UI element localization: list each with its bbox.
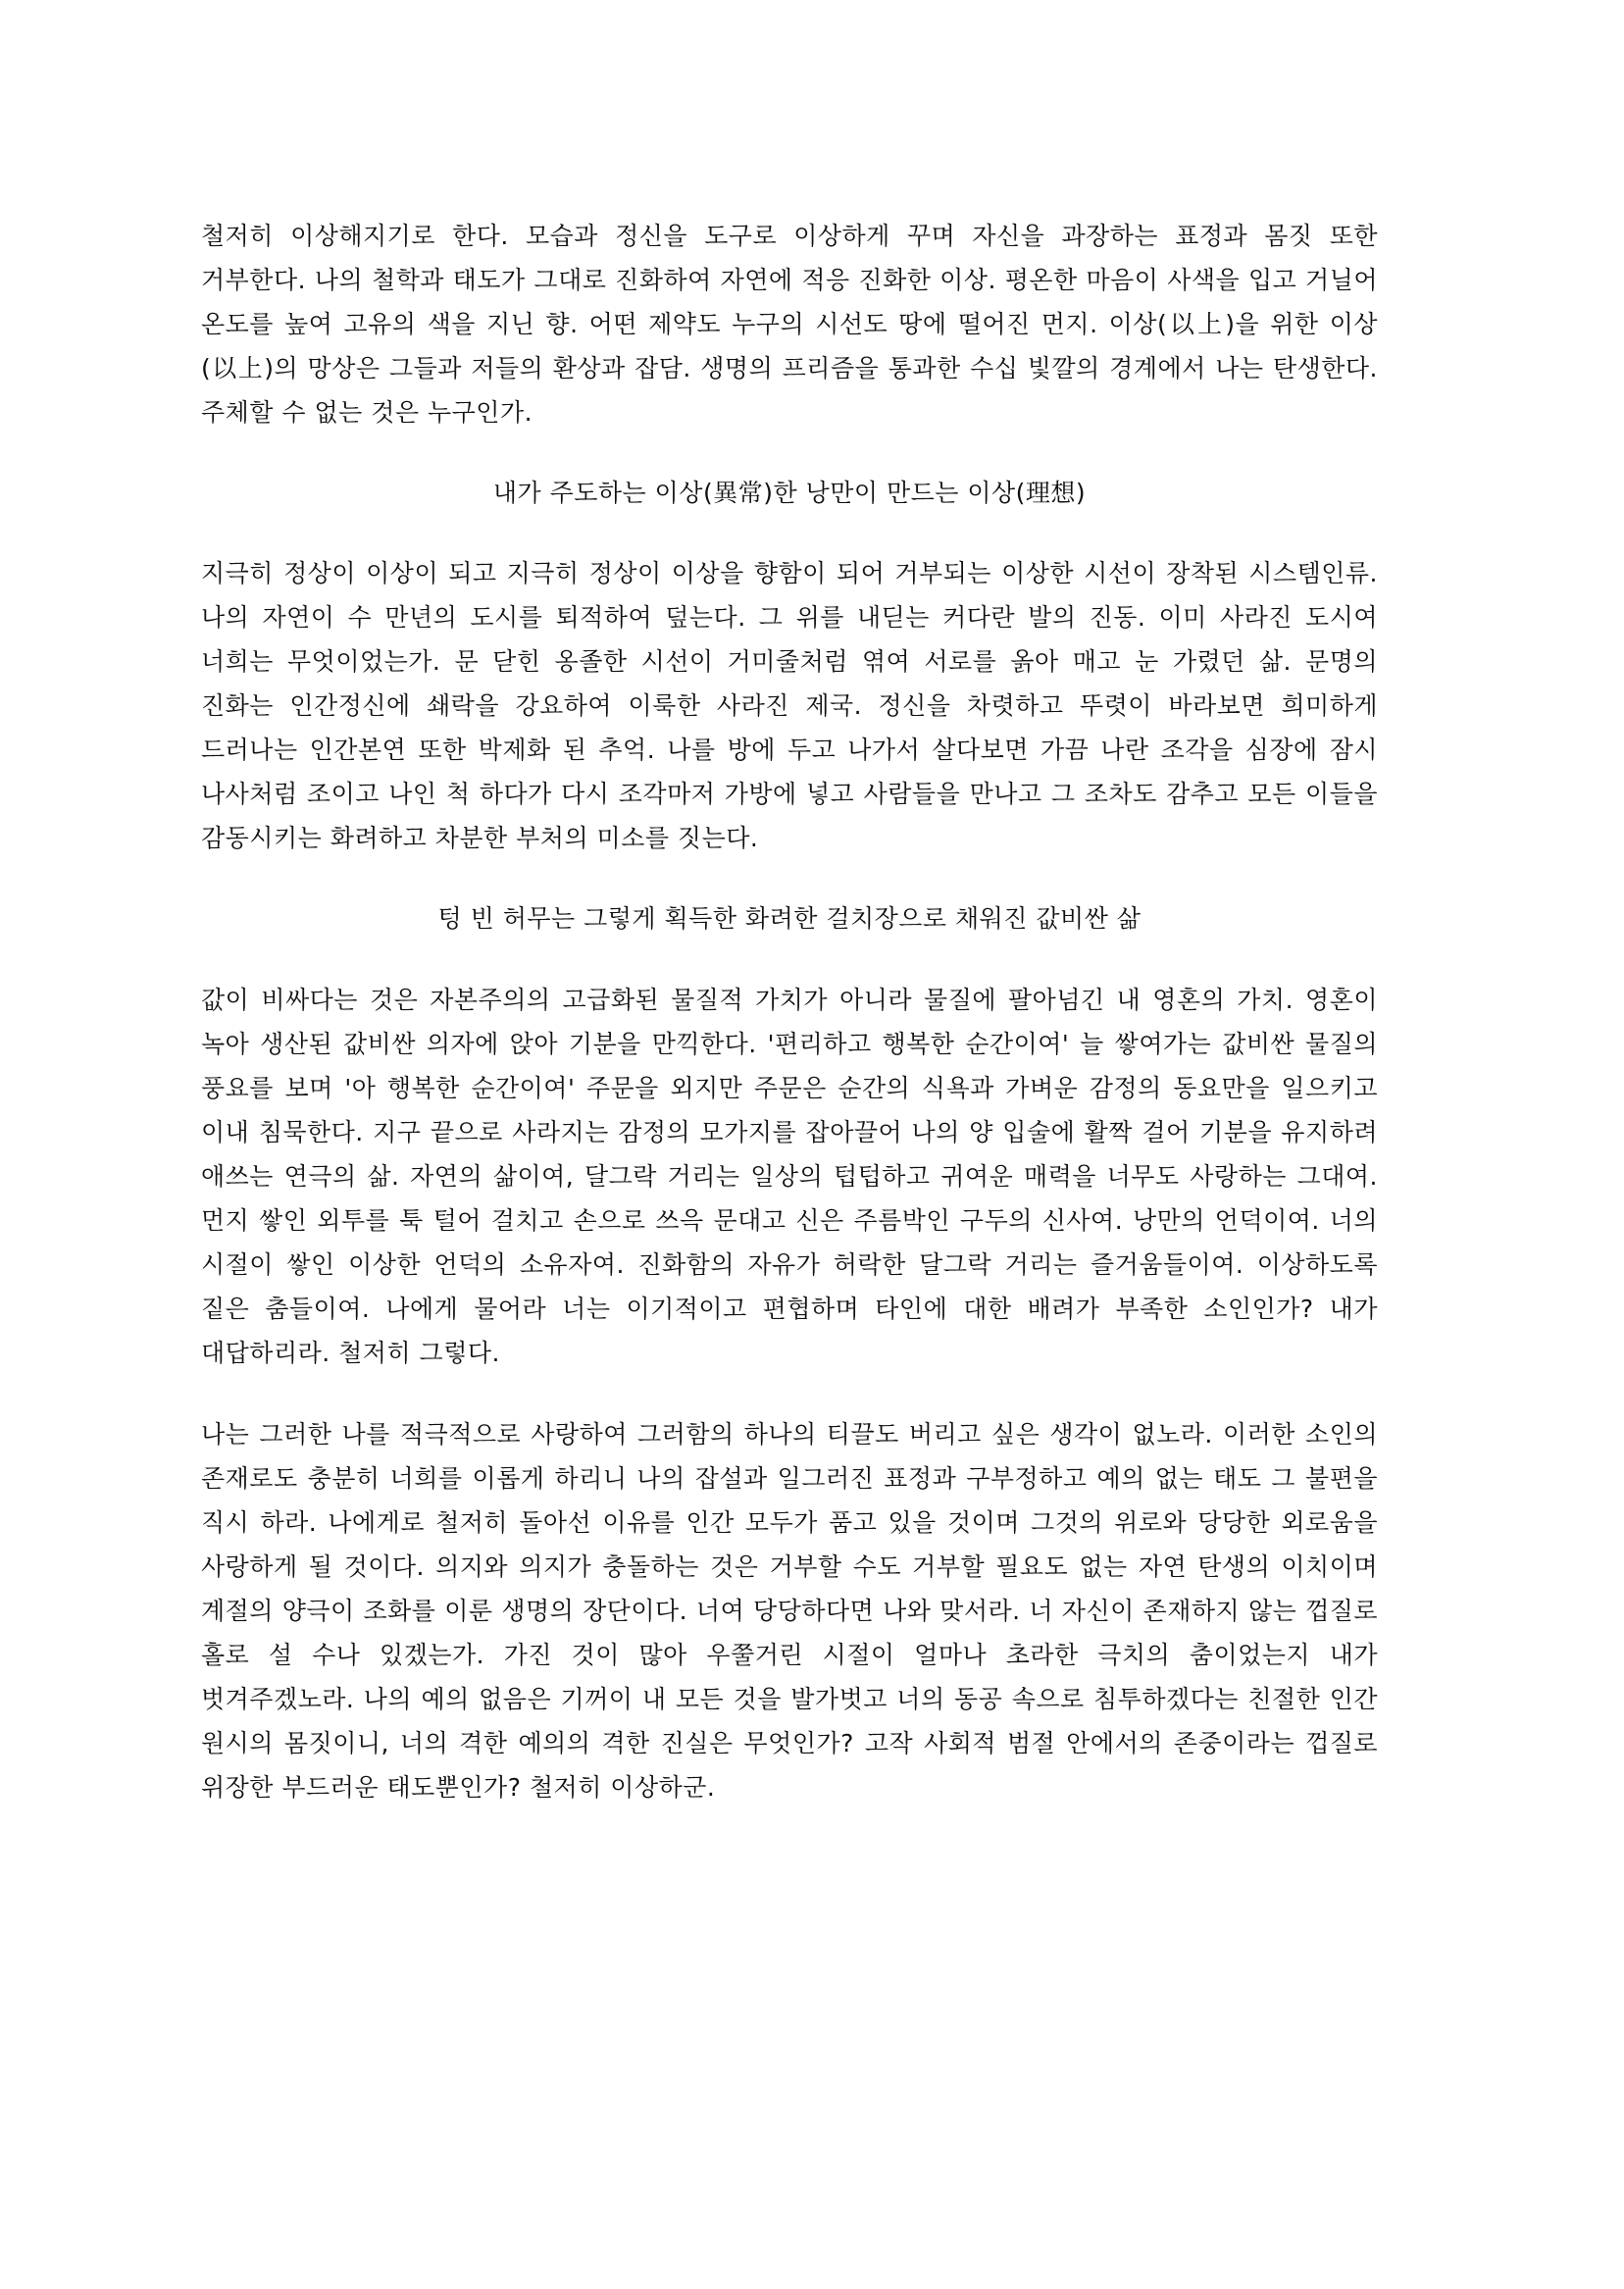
section-heading-2: 텅 빈 허무는 그렇게 획득한 화려한 걸치장으로 채워진 값비싼 삶 [437, 904, 1142, 933]
paragraph-3: 값이 비싸다는 것은 자본주의의 고급화된 물질적 가치가 아니라 물질에 팔아넘긴 내 영혼의 가치. 영혼이 녹아 생산된 값비싼 의자에 앉아 기분을 만끽한다. '편리하고 행복한 순간이여' 늘 쌓여가는 값비싼 물질의 풍요를 보며 '아 행복한 순간이여' 주문을 외지만 주문은 순간의 식욕과 가벼운 감정의 동요만을 일으키고 이내 침묵한다. 지구 끝으로 사라지는 감정의 모가지를 잡아끌어 나의 양 입술에 활짝 걸어 기분을 유지하려 애쓰는 연극의 삶. 자연의 삶이여, 달그락 거리는 일상의 텁텁하고 귀여운 매력을 너무도 사랑하는 그대여. 먼지 쌓인 외투를 툭 털어 걸치고 손으로 쓰윽 문대고 신은 주름박인 구두의 신사여. 낭만의 언덕이여. 너의 시절이 쌓인 이상한 언덕의 소유자여. 진화함의 자유가 허락한 달그락 거리는 즐거움들이여. 이상하도록 짙은 춤들이여. 나에게 물어라 너는 이기적이고 편협하며 타인에 대한 배려가 부족한 소인인가? 내가 대답하리라. 철저히 그렇다. [201, 986, 1378, 1367]
paragraph-4: 나는 그러한 나를 적극적으로 사랑하여 그러함의 하나의 티끌도 버리고 싶은 생각이 없노라. 이러한 소인의 존재로도 충분히 너희를 이롭게 하리니 나의 잡설과 일그러진 표정과 구부정하고 예의 없는 태도 그 불편을 직시 하라. 나에게로 철저히 돌아선 이유를 인간 모두가 품고 있을 것이며 그것의 위로와 당당한 외로움을 사랑하게 될 것이다. 의지와 의지가 충돌하는 것은 거부할 수도 거부할 필요도 없는 자연 탄생의 이치이며 계절의 양극이 조화를 이룬 생명의 장단이다. 너여 당당하다면 나와 맞서라. 너 자신이 존재하지 않는 껍질로 홀로 설 수나 있겠는가. 가진 것이 많아 우쭐거린 시절이 얼마나 초라한 극치의 춤이었는지 내가 벗겨주겠노라. 나의 예의 없음은 기꺼이 내 모든 것을 발가벗고 너의 동공 속으로 침투하겠다는 친절한 인간 원시의 몸짓이니, 너의 격한 예의의 격한 진실은 무엇인가? 고작 사회적 범절 안에서의 존중이라는 껍질로 위장한 부드러운 태도뿐인가? 철저히 이상하군. [201, 1420, 1378, 1802]
section-heading-1: 내가 주도하는 이상(異常)한 낭만이 만드는 이상(理想) [492, 479, 1087, 507]
document-body [201, 214, 1378, 1809]
paragraph-1: 철저히 이상해지기로 한다. 모습과 정신을 도구로 이상하게 꾸며 자신을 과장하는 표정과 몸짓 또한 거부한다. 나의 철학과 태도가 그대로 진화하여 자연에 적응 진화한 이상. 평온한 마음이 사색을 입고 거닐어 온도를 높여 고유의 색을 지닌 향. 어떤 제약도 누구의 시선도 땅에 떨어진 먼지. 이상(以上)을 위한 이상(以上)의 망상은 그들과 저들의 환상과 잡담. 생명의 프리즘을 통과한 수십 빛깔의 경계에서 나는 탄생한다. 주체할 수 없는 것은 누구인가. [201, 222, 1378, 427]
paragraph-2: 지극히 정상이 이상이 되고 지극히 정상이 이상을 향함이 되어 거부되는 이상한 시선이 장착된 시스템인류. 나의 자연이 수 만년의 도시를 퇴적하여 덮는다. 그 위를 내딛는 커다란 발의 진동. 이미 사라진 도시여 너희는 무엇이었는가. 문 닫힌 옹졸한 시선이 거미줄처럼 엮여 서로를 옭아 매고 눈 가렸던 삶. 문명의 진화는 인간정신에 쇄락을 강요하여 이룩한 사라진 제국. 정신을 차렷하고 뚜렷이 바라보면 희미하게 드러나는 인간본연 또한 박제화 된 추억. 나를 방에 두고 나가서 살다보면 가끔 나란 조각을 심장에 잠시 나사처럼 조이고 나인 척 하다가 다시 조각마저 가방에 넣고 사람들을 만나고 그 조차도 감추고 모든 이들을 감동시키는 화려하고 차분한 부처의 미소를 짓는다. [201, 559, 1378, 852]
